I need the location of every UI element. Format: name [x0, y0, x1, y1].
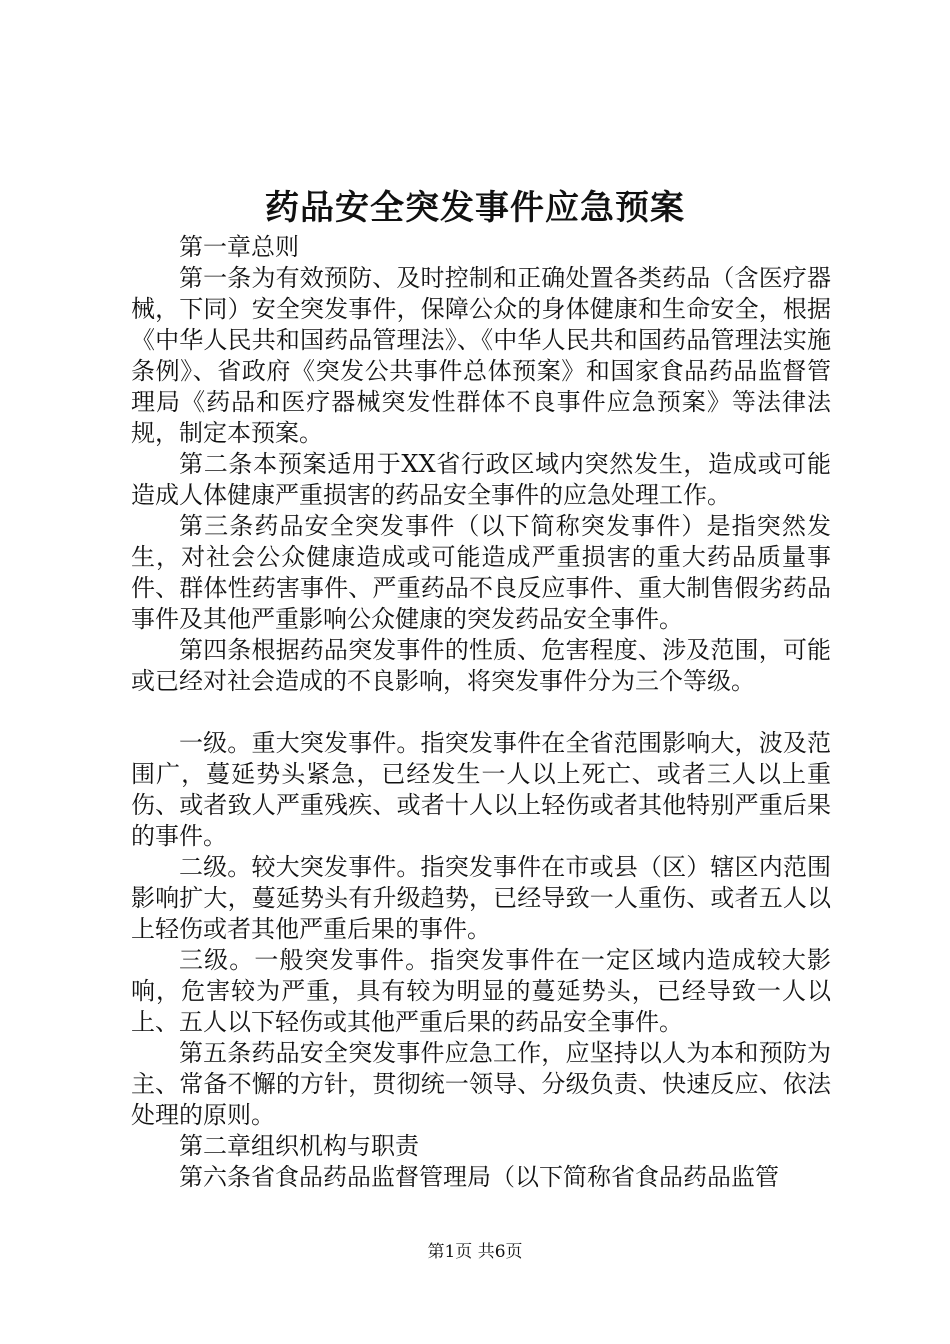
article-paragraph: 第一条为有效预防、及时控制和正确处置各类药品（含医疗器械，下同）安全突发事件，保障公众的身体健康和生命安全，根据《中华人民共和国药品管理法》、《中华人民共和国药品管理法实施条例》、省政府《突发公共事件总体预案》和国家食品药品监督管理局《药品和医疗器械突发性群体不良事件应急预案》等法律法规，制定本预案。	[131, 264, 831, 447]
document-title: 药品安全突发事件应急预案	[265, 188, 685, 228]
article-paragraph: 第二条本预案适用于XX省行政区域内突然发生，造成或可能造成人体健康严重损害的药品安全事件的应急处理工作。	[131, 450, 831, 509]
page-footer: 第1页 共6页	[427, 1242, 523, 1262]
chapter-heading: 第一章总则	[179, 233, 299, 261]
document-body	[131, 232, 831, 1193]
article-paragraph: 第四条根据药品突发事件的性质、危害程度、涉及范围，可能或已经对社会造成的不良影响，将突发事件分为三个等级。	[131, 636, 831, 695]
level-paragraph: 二级。较大突发事件。指突发事件在市或县（区）辖区内范围影响扩大，蔓延势头有升级趋势，已经导致一人重伤、或者五人以上轻伤或者其他严重后果的事件。	[131, 853, 831, 943]
chapter-heading: 第二章组织机构与职责	[179, 1132, 419, 1160]
level-paragraph: 一级。重大突发事件。指突发事件在全省范围影响大，波及范围广，蔓延势头紧急，已经发生一人以上死亡、或者三人以上重伤、或者致人严重残疾、或者十人以上轻伤或者其他特别严重后果的事件。	[131, 729, 831, 850]
level-paragraph: 三级。一般突发事件。指突发事件在一定区域内造成较大影响，危害较为严重，具有较为明显的蔓延势头，已经导致一人以上、五人以下轻伤或其他严重后果的药品安全事件。	[131, 946, 831, 1036]
article-paragraph: 第六条省食品药品监督管理局（以下简称省食品药品监管	[179, 1163, 779, 1191]
article-paragraph: 第五条药品安全突发事件应急工作，应坚持以人为本和预防为主、常备不懈的方针，贯彻统一领导、分级负责、快速反应、依法处理的原则。	[131, 1039, 831, 1129]
article-paragraph: 第三条药品安全突发事件（以下简称突发事件）是指突然发生，对社会公众健康造成或可能造成严重损害的重大药品质量事件、群体性药害事件、严重药品不良反应事件、重大制售假劣药品事件及其他严重影响公众健康的突发药品安全事件。	[131, 512, 831, 633]
